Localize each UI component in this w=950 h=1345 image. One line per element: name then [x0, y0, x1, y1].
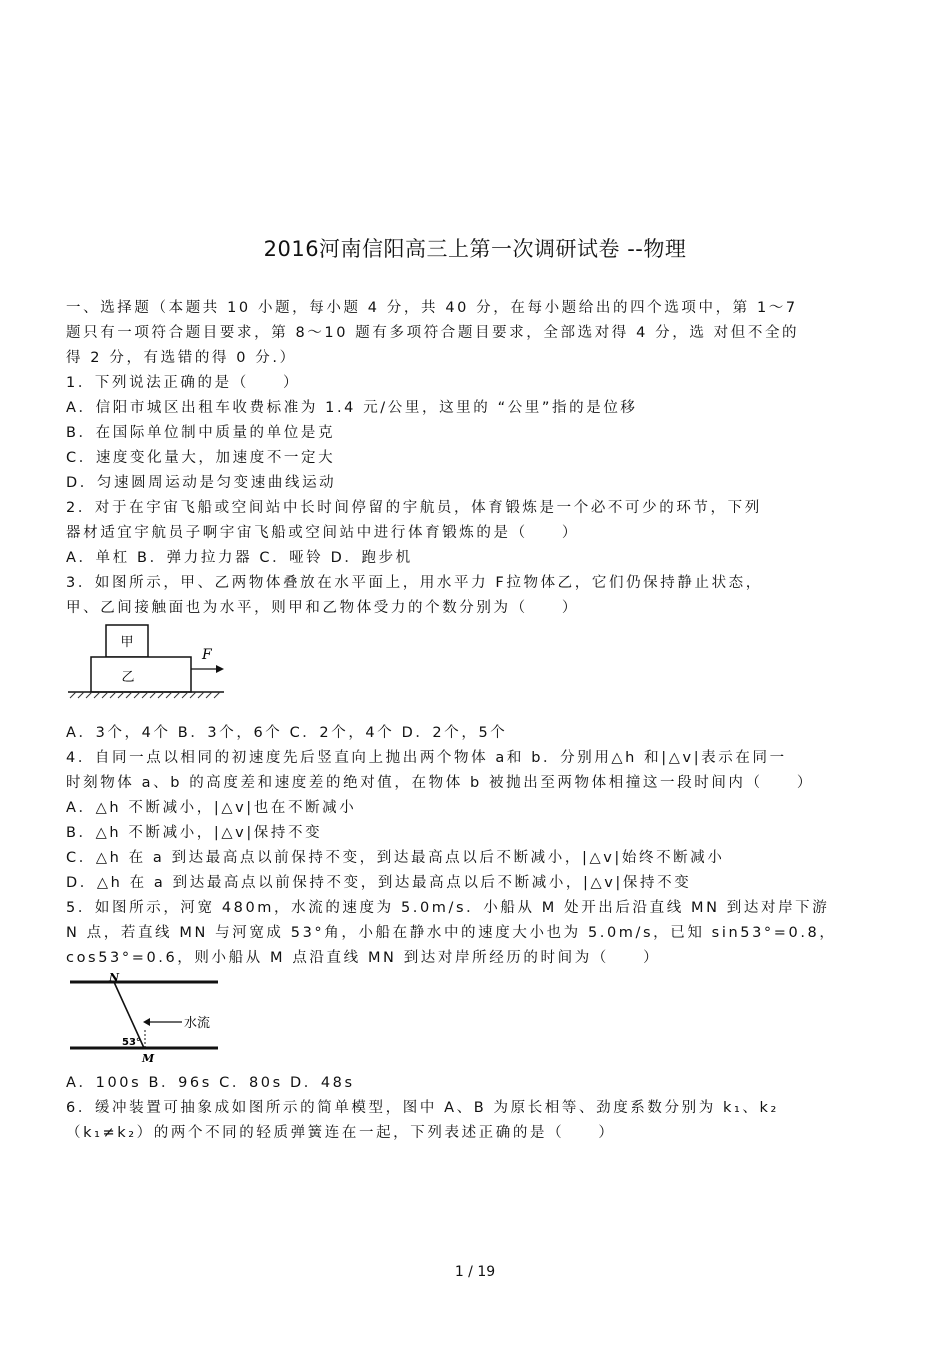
point-m-label: M [142, 1052, 155, 1064]
q4-option-c: C．△h 在 a 到达最高点以前保持不变，到达最高点以后不断减小，|△v|始终不断减小 [66, 850, 725, 866]
q4-stem-line-2: 时刻物体 a、b 的高度差和速度差的绝对值，在物体 b 被抛出至两物体相撞这一段时间内（ ） [66, 775, 814, 791]
q4-option-b: B．△h 不断减小，|△v|保持不变 [66, 825, 323, 841]
q5-stem-line-2: N 点，若直线 MN 与河宽成 53°角，小船在静水中的速度大小也为 5.0m/s，已知 sin53°=0.8， [66, 925, 837, 941]
q3-options: A．3个，4个 B．3个，6个 C．2个，4个 D．2个，5个 [66, 725, 508, 741]
q3-blocks-figure [66, 622, 226, 702]
q2-stem-line-1: 2．对于在宇宙飞船或空间站中长时间停留的宇航员，体育锻炼是一个必不可少的环节，下列 [66, 500, 762, 516]
section-instructions-line-1: 一、选择题（本题共 10 小题，每小题 4 分，共 40 分，在每小题给出的四个选项中，第 1～7 [66, 300, 798, 316]
section-instructions-line-2: 题只有一项符合题目要求，第 8～10 题有多项符合题目要求，全部选对得 4 分，选 对但不全的 [66, 325, 800, 341]
q3-stem-line-1: 3．如图所示，甲、乙两物体叠放在水平面上，用水平力 F拉物体乙，它们仍保持静止状态， [66, 575, 763, 591]
block-jia-label: 甲 [120, 635, 134, 650]
q5-options: A．100s B．96s C．80s D．48s [66, 1075, 355, 1091]
q5-stem-line-3: cos53°=0.6，则小船从 M 点沿直线 MN 到达对岸所经历的时间为（ ） [66, 950, 661, 966]
angle-label: 53° [122, 1037, 141, 1048]
q6-stem-line-2: （k₁≠k₂）的两个不同的轻质弹簧连在一起，下列表述正确的是（ ） [66, 1125, 616, 1141]
q3-stem-line-2: 甲、乙间接触面也为水平，则甲和乙物体受力的个数分别为（ ） [66, 600, 579, 616]
page-title: 2016河南信阳高三上第一次调研试卷 --物理 [263, 237, 687, 261]
point-n-label: N [109, 971, 120, 984]
q5-river-figure [66, 970, 226, 1064]
block-yi-label: 乙 [121, 670, 135, 685]
q4-option-d: D．△h 在 a 到达最高点以前保持不变，到达最高点以后不断减小，|△v|保持不变 [66, 875, 692, 891]
q5-stem-line-1: 5．如图所示，河宽 480m，水流的速度为 5.0m/s．小船从 M 处开出后沿直线 MN 到达对岸下游 [66, 900, 830, 916]
q2-stem-line-2: 器材适宜宇航员子啊宇宙飞船或空间站中进行体育锻炼的是（ ） [66, 525, 579, 541]
q1-option-b: B．在国际单位制中质量的单位是克 [66, 425, 336, 441]
force-f-label: F [202, 647, 212, 663]
section-instructions-line-3: 得 2 分，有选错的得 0 分.） [66, 350, 297, 366]
water-flow-label: 水流 [184, 1016, 211, 1031]
q4-stem-line-1: 4．自同一点以相同的初速度先后竖直向上抛出两个物体 a和 b．分别用△h 和|△v|表示在同一 [66, 750, 787, 766]
q1-stem: 1．下列说法正确的是（ ） [66, 375, 301, 391]
q1-option-d: D．匀速圆周运动是匀变速曲线运动 [66, 475, 337, 491]
q6-stem-line-1: 6．缓冲装置可抽象成如图所示的简单模型，图中 A、B 为原长相等、劲度系数分别为 k₁、k₂ [66, 1100, 779, 1116]
q2-options: A．单杠 B．弹力拉力器 C．哑铃 D．跑步机 [66, 550, 413, 566]
page-number: 1 / 19 [454, 1264, 496, 1280]
q1-option-a: A．信阳市城区出租车收费标准为 1.4 元/公里，这里的 “公里”指的是位移 [66, 400, 638, 416]
q1-option-c: C．速度变化量大，加速度不一定大 [66, 450, 336, 466]
q4-option-a: A．△h 不断减小，|△v|也在不断减小 [66, 800, 357, 816]
